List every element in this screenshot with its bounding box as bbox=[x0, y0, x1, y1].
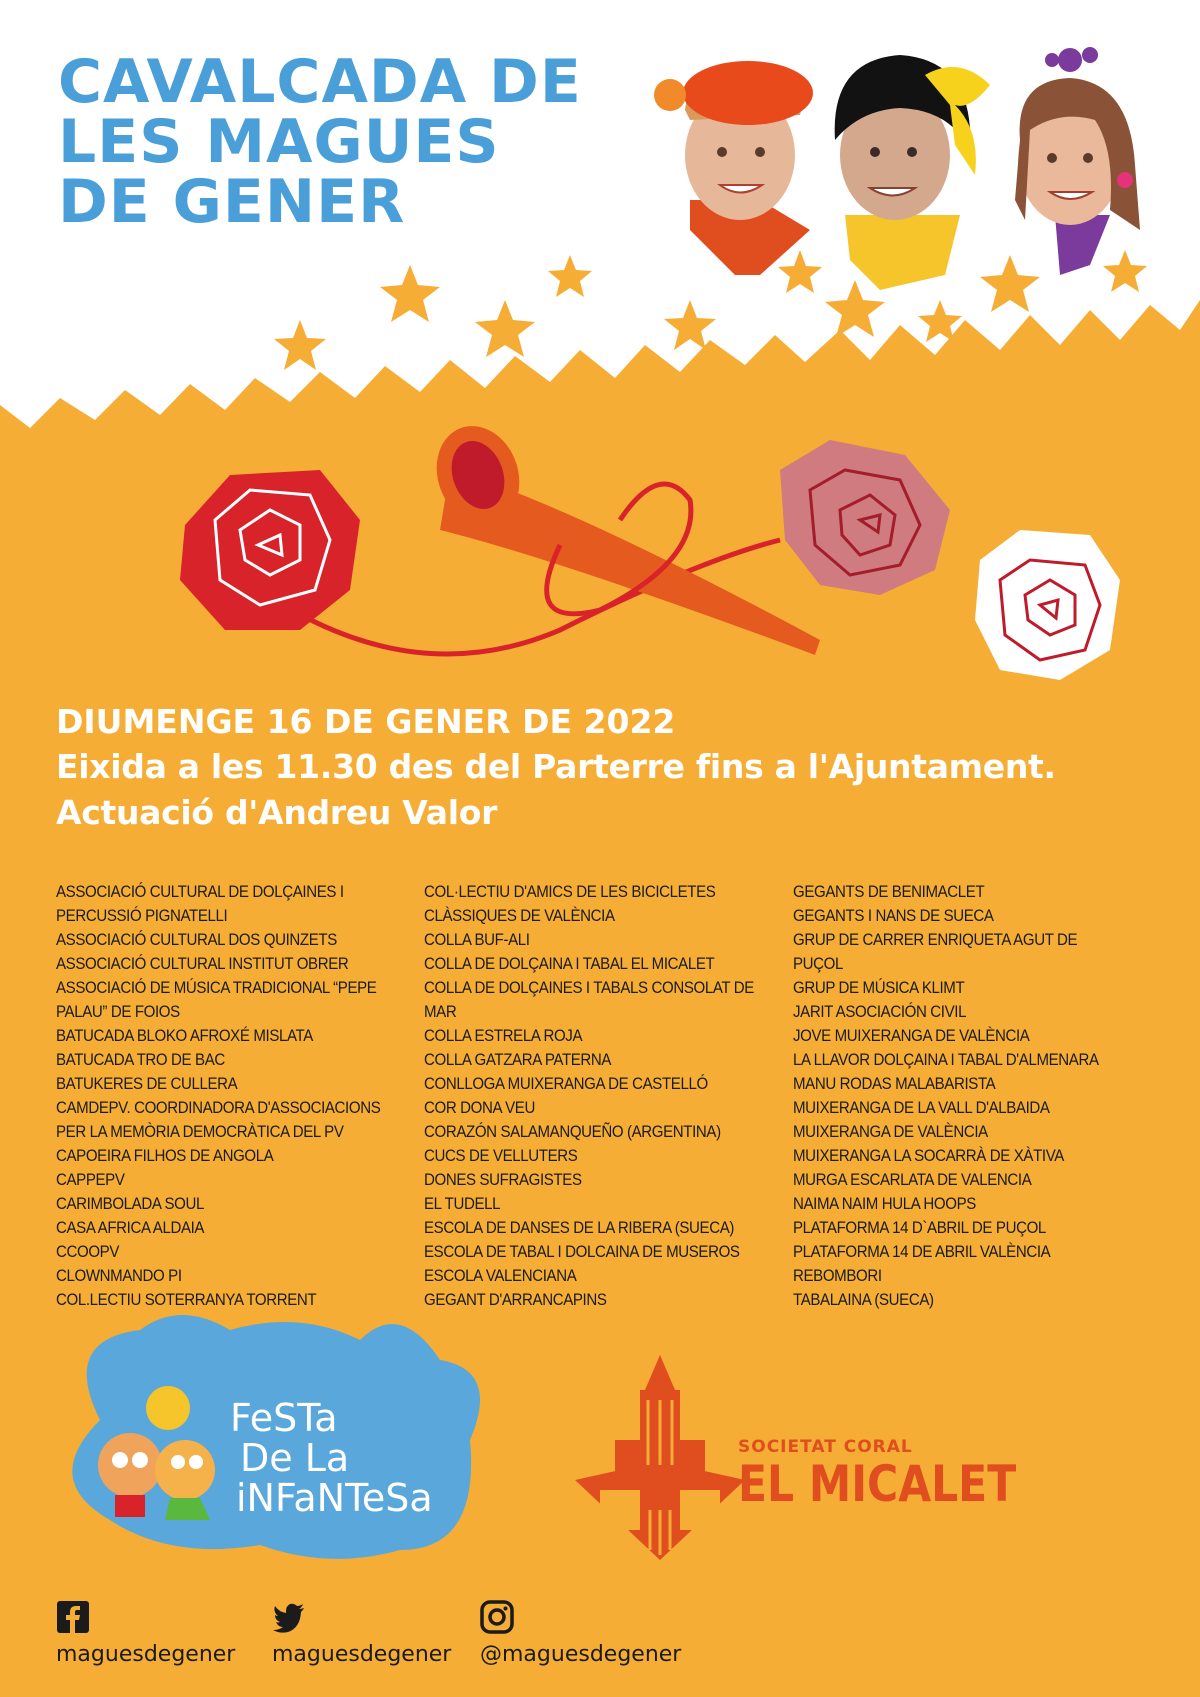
participant-entry: PLATAFORMA 14 D`ABRIL DE PUÇOL bbox=[793, 1219, 1046, 1237]
participant-entry: COR DONA VEU bbox=[424, 1099, 535, 1117]
participant-entry: BATUCADA TRO DE BAC bbox=[56, 1051, 225, 1069]
twitter-handle: maguesdegener bbox=[272, 1642, 452, 1667]
micalet-title: EL MICALET bbox=[738, 1455, 1017, 1513]
participant-entry: CCOOPV bbox=[56, 1243, 120, 1261]
event-route: Eixida a les 11.30 des del Parterre fins a l'Ajuntament. bbox=[56, 747, 1056, 786]
participant-entry: MUIXERANGA DE LA VALL D'ALBAIDA bbox=[793, 1099, 1050, 1117]
participants-column-3 bbox=[793, 880, 1173, 1312]
participant-entry: CUCS DE VELLUTERS bbox=[424, 1147, 578, 1165]
participant-entry: MUIXERANGA LA SOCARRÀ DE XÀTIVA bbox=[793, 1147, 1064, 1165]
participant-entry: PALAU” DE FOIOS bbox=[56, 1003, 180, 1021]
participant-entry: COLLA ESTRELA ROJA bbox=[424, 1027, 583, 1045]
event-performance: Actuació d'Andreu Valor bbox=[56, 793, 498, 832]
participant-entry: CAMDEPV. COORDINADORA D'ASSOCIACIONS bbox=[56, 1099, 381, 1117]
participant-entry: CLOWNMANDO PI bbox=[56, 1267, 182, 1285]
participant-entry: MANU RODAS MALABARISTA bbox=[793, 1075, 996, 1093]
participant-entry: PERCUSSIÓ PIGNATELLI bbox=[56, 907, 228, 925]
social-twitter[interactable] bbox=[272, 1600, 451, 1680]
micalet-tower-logo bbox=[575, 1355, 745, 1560]
participant-entry: ASSOCIACIÓ DE MÚSICA TRADICIONAL “PEPE bbox=[56, 979, 377, 997]
participant-entry: MURGA ESCARLATA DE VALENCIA bbox=[793, 1171, 1032, 1189]
social-facebook[interactable] bbox=[56, 1600, 235, 1680]
participants-column-2 bbox=[424, 880, 784, 1312]
title-line-2: LES MAGUES bbox=[58, 107, 500, 177]
micalet-logo-text bbox=[738, 1437, 1065, 1511]
participants-column-1 bbox=[56, 880, 416, 1312]
participant-entry: COLLA DE DOLÇAINA I TABAL EL MICALET bbox=[424, 955, 715, 973]
participant-entry: ASSOCIACIÓ CULTURAL INSTITUT OBRER bbox=[56, 955, 349, 973]
participant-entry: COLLA GATZARA PATERNA bbox=[424, 1051, 612, 1069]
participant-entry: PER LA MEMÒRIA DEMOCRÀTICA DEL PV bbox=[56, 1123, 344, 1141]
participant-entry: BATUCADA BLOKO AFROXÉ MISLATA bbox=[56, 1027, 313, 1045]
participant-entry: CLÀSSIQUES DE VALÈNCIA bbox=[424, 907, 615, 925]
festa-line-2: De La bbox=[240, 1436, 350, 1480]
participant-entry: ASSOCIACIÓ CULTURAL DE DOLÇAINES I bbox=[56, 883, 344, 901]
participant-entry: PUÇOL bbox=[793, 955, 844, 973]
participant-entry: BATUKERES DE CULLERA bbox=[56, 1075, 238, 1093]
participant-entry: COLLA DE DOLÇAINES I TABALS CONSOLAT DE bbox=[424, 979, 754, 997]
participant-entry: COL·LECTIU D'AMICS DE LES BICICLETES bbox=[424, 883, 716, 901]
participant-entry: CASA AFRICA ALDAIA bbox=[56, 1219, 205, 1237]
participant-entry: JOVE MUIXERANGA DE VALÈNCIA bbox=[793, 1027, 1030, 1045]
participant-entry: COLLA BUF-ALI bbox=[424, 931, 530, 949]
event-date: DIUMENGE 16 DE GENER DE 2022 bbox=[56, 702, 676, 741]
participant-entry: GEGANTS I NANS DE SUECA bbox=[793, 907, 994, 925]
participant-entry: GRUP DE CARRER ENRIQUETA AGUT DE bbox=[793, 931, 1078, 949]
facebook-icon bbox=[56, 1600, 90, 1634]
participant-entry: DONES SUFRAGISTES bbox=[424, 1171, 582, 1189]
poster-title bbox=[58, 47, 582, 237]
roses-and-horn-illustration bbox=[180, 414, 1120, 680]
festa-line-1: FeSTa bbox=[230, 1396, 338, 1440]
instagram-icon bbox=[480, 1600, 514, 1634]
instagram-handle: @maguesdegener bbox=[480, 1642, 682, 1667]
participant-entry: CARIMBOLADA SOUL bbox=[56, 1195, 204, 1213]
participant-entry: GRUP DE MÚSICA KLIMT bbox=[793, 979, 965, 997]
participant-entry: MUIXERANGA DE VALÈNCIA bbox=[793, 1123, 988, 1141]
festa-line-3: iNFaNTeSa bbox=[236, 1476, 433, 1520]
title-line-3: DE GENER bbox=[58, 167, 406, 237]
participant-entry: ASSOCIACIÓ CULTURAL DOS QUINZETS bbox=[56, 931, 337, 949]
participant-entry: REBOMBORI bbox=[793, 1267, 882, 1285]
participant-entry: MAR bbox=[424, 1003, 457, 1021]
festa-logo-text bbox=[230, 1398, 433, 1518]
participant-entry: CAPPEPV bbox=[56, 1171, 125, 1189]
magues-illustration bbox=[654, 47, 1140, 290]
participant-entry: GEGANT D'ARRANCAPINS bbox=[424, 1291, 607, 1309]
participant-entry: COL.LECTIU SOTERRANYA TORRENT bbox=[56, 1291, 317, 1309]
participant-entry: NAIMA NAIM HULA HOOPS bbox=[793, 1195, 976, 1213]
participant-entry: LA LLAVOR DOLÇAINA I TABAL D'ALMENARA bbox=[793, 1051, 1099, 1069]
participant-entry: CORAZÓN SALAMANQUEÑO (ARGENTINA) bbox=[424, 1123, 721, 1141]
participant-entry: CONLLOGA MUIXERANGA DE CASTELLÓ bbox=[424, 1075, 708, 1093]
micalet-subtitle: SOCIETAT CORAL bbox=[738, 1437, 913, 1457]
participant-entry: ESCOLA DE TABAL I DOLCAINA DE MUSEROS bbox=[424, 1243, 740, 1261]
participant-entry: GEGANTS DE BENIMACLET bbox=[793, 883, 985, 901]
participant-entry: EL TUDELL bbox=[424, 1195, 501, 1213]
participant-entry: ESCOLA VALENCIANA bbox=[424, 1267, 577, 1285]
participant-entry: PLATAFORMA 14 DE ABRIL VALÈNCIA bbox=[793, 1243, 1051, 1261]
title-line-1: CAVALCADA DE bbox=[58, 47, 582, 117]
participant-entry: TABALAINA (SUECA) bbox=[793, 1291, 934, 1309]
facebook-handle: maguesdegener bbox=[56, 1642, 236, 1667]
participant-entry: ESCOLA DE DANSES DE LA RIBERA (SUECA) bbox=[424, 1219, 735, 1237]
participant-entry: CAPOEIRA FILHOS DE ANGOLA bbox=[56, 1147, 274, 1165]
event-info bbox=[56, 700, 1056, 836]
participant-entry: JARIT ASOCIACIÓN CIVIL bbox=[793, 1003, 967, 1021]
social-instagram[interactable] bbox=[480, 1600, 681, 1680]
twitter-icon bbox=[272, 1600, 306, 1634]
